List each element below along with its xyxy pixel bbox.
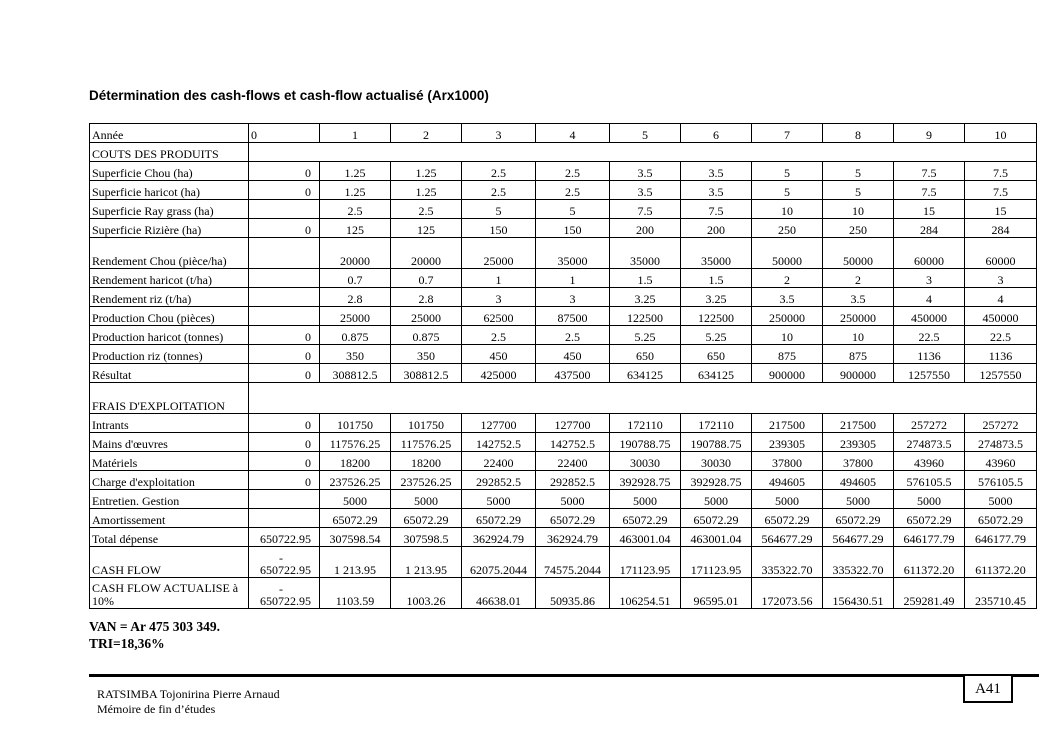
value-cell: 62500 <box>462 307 536 326</box>
table-row <box>90 433 1037 452</box>
table-row <box>90 181 1037 200</box>
row-label-cell: Amortissement <box>90 509 249 528</box>
value-cell: 494605 <box>752 471 823 490</box>
value-cell <box>249 269 320 288</box>
row-label-cell: Matériels <box>90 452 249 471</box>
value-cell: 101750 <box>320 414 391 433</box>
value-cell: 37800 <box>752 452 823 471</box>
table-row <box>90 219 1037 238</box>
value-cell: 15 <box>894 200 965 219</box>
value-cell: 171123.95 <box>681 547 752 578</box>
value-cell: 62075.2044 <box>462 547 536 578</box>
value-cell: 650 <box>681 345 752 364</box>
value-cell: 308812.5 <box>320 364 391 383</box>
cash-flow-table-body <box>90 124 1037 609</box>
table-row <box>90 509 1037 528</box>
value-cell: 250 <box>823 219 894 238</box>
header-year-cell: 5 <box>610 124 681 143</box>
value-cell: 0 <box>249 162 320 181</box>
value-cell: 3.25 <box>610 288 681 307</box>
value-cell: 2.5 <box>391 200 462 219</box>
table-row <box>90 414 1037 433</box>
value-cell: 0.875 <box>320 326 391 345</box>
table-row <box>90 528 1037 547</box>
value-cell: 5000 <box>462 490 536 509</box>
row-label-cell: Production riz (tonnes) <box>90 345 249 364</box>
value-cell: 5 <box>536 200 610 219</box>
row-label-cell: Charge d'exploitation <box>90 471 249 490</box>
section-label-cell: FRAIS D'EXPLOITATION <box>90 383 249 414</box>
value-cell: 25000 <box>391 307 462 326</box>
value-cell: 50000 <box>823 238 894 269</box>
value-cell: 65072.29 <box>823 509 894 528</box>
value-cell: 65072.29 <box>894 509 965 528</box>
value-cell: 0.875 <box>391 326 462 345</box>
value-cell: 350 <box>320 345 391 364</box>
value-cell: 1136 <box>965 345 1037 364</box>
value-cell: 392928.75 <box>610 471 681 490</box>
value-cell: 35000 <box>536 238 610 269</box>
footer-author: RATSIMBA Tojonirina Pierre Arnaud <box>97 687 280 701</box>
value-cell: 1.5 <box>681 269 752 288</box>
value-cell: 425000 <box>462 364 536 383</box>
table-row <box>90 307 1037 326</box>
value-cell: 4 <box>894 288 965 307</box>
value-cell: 450000 <box>965 307 1037 326</box>
value-cell: 2.5 <box>462 326 536 345</box>
header-year-cell: 0 <box>249 124 320 143</box>
value-cell: 5.25 <box>681 326 752 345</box>
van-result: VAN = Ar 475 303 349. <box>89 619 220 634</box>
row-label-cell: CASH FLOW ACTUALISE à 10% <box>90 578 249 609</box>
value-cell: 437500 <box>536 364 610 383</box>
value-cell: 35000 <box>610 238 681 269</box>
table-row <box>90 269 1037 288</box>
row-label-cell: Mains d'œuvres <box>90 433 249 452</box>
value-cell: 150 <box>536 219 610 238</box>
value-cell: 7.5 <box>894 162 965 181</box>
value-cell: 0 <box>249 364 320 383</box>
value-cell: 0 <box>249 219 320 238</box>
value-cell: 450000 <box>894 307 965 326</box>
value-cell: 22400 <box>536 452 610 471</box>
value-cell: 190788.75 <box>610 433 681 452</box>
row-label-cell: Production Chou (pièces) <box>90 307 249 326</box>
value-cell: 3.5 <box>681 181 752 200</box>
row-label-cell: CASH FLOW <box>90 547 249 578</box>
value-cell: 7.5 <box>681 200 752 219</box>
value-cell: 5000 <box>610 490 681 509</box>
value-cell: 37800 <box>823 452 894 471</box>
row-label-cell: Superficie Rizière (ha) <box>90 219 249 238</box>
value-cell: 22.5 <box>965 326 1037 345</box>
value-cell: 122500 <box>681 307 752 326</box>
value-cell: 1257550 <box>894 364 965 383</box>
value-cell: 127700 <box>536 414 610 433</box>
value-cell: 0 <box>249 471 320 490</box>
value-cell: 127700 <box>462 414 536 433</box>
value-cell: 106254.51 <box>610 578 681 609</box>
value-cell: 142752.5 <box>536 433 610 452</box>
footer-subtitle: Mémoire de fin d’études <box>97 702 216 716</box>
results-block <box>89 618 220 652</box>
header-year-cell: 10 <box>965 124 1037 143</box>
value-cell: 65072.29 <box>320 509 391 528</box>
table-row <box>90 288 1037 307</box>
value-cell: 284 <box>894 219 965 238</box>
table-row <box>90 200 1037 219</box>
table-row <box>90 471 1037 490</box>
value-cell: 362924.79 <box>536 528 610 547</box>
value-cell: 611372.20 <box>894 547 965 578</box>
value-cell: 646177.79 <box>894 528 965 547</box>
value-cell: 43960 <box>894 452 965 471</box>
value-cell <box>249 307 320 326</box>
value-cell: 2.8 <box>391 288 462 307</box>
header-year-cell: 6 <box>681 124 752 143</box>
table-section-row <box>90 383 1037 414</box>
value-cell: 1.25 <box>320 162 391 181</box>
row-label-cell: Rendement Chou (pièce/ha) <box>90 238 249 269</box>
value-cell: 3.5 <box>610 162 681 181</box>
header-year-cell: 4 <box>536 124 610 143</box>
value-cell: 5000 <box>823 490 894 509</box>
row-label-cell: Superficie haricot (ha) <box>90 181 249 200</box>
value-cell: 2 <box>752 269 823 288</box>
tri-result: TRI=18,36% <box>89 636 165 651</box>
value-cell: 250000 <box>752 307 823 326</box>
value-cell: 1 <box>536 269 610 288</box>
value-cell: 307598.54 <box>320 528 391 547</box>
page-number: A41 <box>975 681 1001 697</box>
row-label-cell: Résultat <box>90 364 249 383</box>
value-cell: 1.25 <box>391 162 462 181</box>
value-cell: 0 <box>249 326 320 345</box>
value-cell: 5000 <box>681 490 752 509</box>
table-header-row <box>90 124 1037 143</box>
value-cell: 10 <box>823 200 894 219</box>
value-cell: 125 <box>391 219 462 238</box>
cell-value: 650722.95 <box>260 563 311 577</box>
value-cell: 172110 <box>610 414 681 433</box>
value-cell: 5000 <box>320 490 391 509</box>
value-cell: 10 <box>823 326 894 345</box>
value-cell: 1.25 <box>391 181 462 200</box>
header-year-cell: 7 <box>752 124 823 143</box>
value-cell: 564677.29 <box>823 528 894 547</box>
value-cell: 450 <box>462 345 536 364</box>
value-cell: 117576.25 <box>391 433 462 452</box>
value-cell: 4 <box>965 288 1037 307</box>
value-cell: 65072.29 <box>752 509 823 528</box>
value-cell: 156430.51 <box>823 578 894 609</box>
value-cell: 5 <box>823 162 894 181</box>
value-cell: 25000 <box>462 238 536 269</box>
value-cell: 292852.5 <box>462 471 536 490</box>
value-cell: 2.8 <box>320 288 391 307</box>
value-cell: 0 <box>249 452 320 471</box>
value-cell: 60000 <box>965 238 1037 269</box>
value-cell: 875 <box>823 345 894 364</box>
value-cell: 335322.70 <box>823 547 894 578</box>
value-cell: 274873.5 <box>965 433 1037 452</box>
page-number-box <box>963 674 1013 703</box>
value-cell: 250 <box>752 219 823 238</box>
value-cell: 5000 <box>391 490 462 509</box>
value-cell: 65072.29 <box>462 509 536 528</box>
value-cell: 900000 <box>823 364 894 383</box>
value-cell: 1.25 <box>320 181 391 200</box>
value-cell: 0 <box>249 181 320 200</box>
value-cell: 18200 <box>320 452 391 471</box>
value-cell: 10 <box>752 326 823 345</box>
value-cell: 0 <box>249 345 320 364</box>
value-cell: 3.5 <box>752 288 823 307</box>
value-cell: 5 <box>752 162 823 181</box>
value-cell: 25000 <box>320 307 391 326</box>
value-cell: 646177.79 <box>965 528 1037 547</box>
value-cell: 235710.45 <box>965 578 1037 609</box>
value-cell: 5000 <box>752 490 823 509</box>
value-cell <box>249 578 320 609</box>
value-cell: 634125 <box>610 364 681 383</box>
value-cell: 5000 <box>965 490 1037 509</box>
header-year-cell: 1 <box>320 124 391 143</box>
value-cell: 237526.25 <box>391 471 462 490</box>
value-cell: 200 <box>681 219 752 238</box>
value-cell: 239305 <box>823 433 894 452</box>
value-cell: 122500 <box>610 307 681 326</box>
value-cell <box>249 509 320 528</box>
value-cell: 1136 <box>894 345 965 364</box>
row-label-cell: Total dépense <box>90 528 249 547</box>
document-title: Détermination des cash-flows et cash-flow actualisé (Arx1000) <box>89 88 489 103</box>
value-cell: 125 <box>320 219 391 238</box>
value-cell: 43960 <box>965 452 1037 471</box>
value-cell: 362924.79 <box>462 528 536 547</box>
value-cell: 96595.01 <box>681 578 752 609</box>
value-cell: 2.5 <box>320 200 391 219</box>
value-cell: 3.5 <box>823 288 894 307</box>
value-cell: 3 <box>894 269 965 288</box>
table-row <box>90 490 1037 509</box>
value-cell: 463001.04 <box>610 528 681 547</box>
value-cell: 217500 <box>752 414 823 433</box>
value-cell: 274873.5 <box>894 433 965 452</box>
value-cell: 2.5 <box>536 326 610 345</box>
section-label-cell: COUTS DES PRODUITS <box>90 143 249 162</box>
row-label-cell: Intrants <box>90 414 249 433</box>
value-cell: 650 <box>610 345 681 364</box>
header-year-cell: 8 <box>823 124 894 143</box>
value-cell: 142752.5 <box>462 433 536 452</box>
value-cell: 392928.75 <box>681 471 752 490</box>
value-cell: 0.7 <box>391 269 462 288</box>
value-cell: 65072.29 <box>536 509 610 528</box>
value-cell: 564677.29 <box>752 528 823 547</box>
value-cell: 30030 <box>610 452 681 471</box>
value-cell: 257272 <box>894 414 965 433</box>
value-cell: 1 213.95 <box>320 547 391 578</box>
value-cell: 650722.95 <box>249 528 320 547</box>
section-empty-cell <box>249 383 1037 414</box>
value-cell: 3 <box>462 288 536 307</box>
value-cell <box>249 200 320 219</box>
value-cell: 5000 <box>894 490 965 509</box>
row-label-cell: Rendement riz (t/ha) <box>90 288 249 307</box>
value-cell: 335322.70 <box>752 547 823 578</box>
cell-value: 650722.95 <box>260 594 311 608</box>
value-cell: 18200 <box>391 452 462 471</box>
value-cell: 5 <box>462 200 536 219</box>
value-cell: 1103.59 <box>320 578 391 609</box>
value-cell: 7.5 <box>965 162 1037 181</box>
value-cell: 20000 <box>391 238 462 269</box>
value-cell: 3 <box>536 288 610 307</box>
header-year-cell: 9 <box>894 124 965 143</box>
footer <box>97 687 280 717</box>
row-label-cell: Superficie Chou (ha) <box>90 162 249 181</box>
value-cell: 5 <box>752 181 823 200</box>
value-cell <box>249 238 320 269</box>
value-cell: 1 <box>462 269 536 288</box>
value-cell: 307598.5 <box>391 528 462 547</box>
value-cell: 10 <box>752 200 823 219</box>
value-cell: 257272 <box>965 414 1037 433</box>
value-cell: 87500 <box>536 307 610 326</box>
minus-sign: - <box>279 582 283 596</box>
table-row <box>90 452 1037 471</box>
minus-sign: - <box>279 551 283 565</box>
footer-divider <box>89 674 1039 677</box>
value-cell: 0 <box>249 414 320 433</box>
table-row <box>90 162 1037 181</box>
value-cell: 239305 <box>752 433 823 452</box>
value-cell: 217500 <box>823 414 894 433</box>
value-cell: 5.25 <box>610 326 681 345</box>
value-cell: 101750 <box>391 414 462 433</box>
row-label-cell: Production haricot (tonnes) <box>90 326 249 345</box>
value-cell: 292852.5 <box>536 471 610 490</box>
value-cell: 2.5 <box>536 181 610 200</box>
value-cell: 450 <box>536 345 610 364</box>
value-cell: 190788.75 <box>681 433 752 452</box>
value-cell: 875 <box>752 345 823 364</box>
value-cell: 65072.29 <box>391 509 462 528</box>
value-cell: 172110 <box>681 414 752 433</box>
cash-flow-table <box>89 123 1037 609</box>
value-cell: 237526.25 <box>320 471 391 490</box>
value-cell: 2.5 <box>462 181 536 200</box>
value-cell: 65072.29 <box>965 509 1037 528</box>
value-cell: 3.5 <box>610 181 681 200</box>
value-cell: 1 213.95 <box>391 547 462 578</box>
value-cell: 0 <box>249 433 320 452</box>
value-cell: 3.5 <box>681 162 752 181</box>
value-cell: 259281.49 <box>894 578 965 609</box>
value-cell: 250000 <box>823 307 894 326</box>
value-cell: 308812.5 <box>391 364 462 383</box>
value-cell: 284 <box>965 219 1037 238</box>
value-cell: 172073.56 <box>752 578 823 609</box>
value-cell: 50935.86 <box>536 578 610 609</box>
value-cell: 171123.95 <box>610 547 681 578</box>
section-empty-cell <box>249 143 1037 162</box>
value-cell: 46638.01 <box>462 578 536 609</box>
value-cell: 576105.5 <box>965 471 1037 490</box>
value-cell: 1257550 <box>965 364 1037 383</box>
table-section-row <box>90 143 1037 162</box>
value-cell <box>249 490 320 509</box>
value-cell: 60000 <box>894 238 965 269</box>
row-label-cell: Superficie Ray grass (ha) <box>90 200 249 219</box>
table-row <box>90 364 1037 383</box>
value-cell: 30030 <box>681 452 752 471</box>
table-row <box>90 238 1037 269</box>
value-cell: 50000 <box>752 238 823 269</box>
value-cell: 15 <box>965 200 1037 219</box>
value-cell: 634125 <box>681 364 752 383</box>
value-cell: 3.25 <box>681 288 752 307</box>
value-cell: 1.5 <box>610 269 681 288</box>
value-cell: 150 <box>462 219 536 238</box>
value-cell: 611372.20 <box>965 547 1037 578</box>
table-row <box>90 547 1037 578</box>
value-cell: 35000 <box>681 238 752 269</box>
row-label-cell: Entretien. Gestion <box>90 490 249 509</box>
value-cell: 3 <box>965 269 1037 288</box>
value-cell: 463001.04 <box>681 528 752 547</box>
value-cell: 576105.5 <box>894 471 965 490</box>
value-cell <box>249 547 320 578</box>
header-label-cell: Année <box>90 124 249 143</box>
value-cell: 22400 <box>462 452 536 471</box>
row-label-cell: Rendement haricot (t/ha) <box>90 269 249 288</box>
value-cell: 200 <box>610 219 681 238</box>
value-cell: 117576.25 <box>320 433 391 452</box>
value-cell: 7.5 <box>965 181 1037 200</box>
value-cell: 22.5 <box>894 326 965 345</box>
value-cell: 2 <box>823 269 894 288</box>
header-year-cell: 2 <box>391 124 462 143</box>
table-row <box>90 345 1037 364</box>
value-cell: 65072.29 <box>681 509 752 528</box>
value-cell: 7.5 <box>894 181 965 200</box>
value-cell: 900000 <box>752 364 823 383</box>
table-row <box>90 578 1037 609</box>
value-cell: 494605 <box>823 471 894 490</box>
value-cell: 5000 <box>536 490 610 509</box>
value-cell <box>249 288 320 307</box>
table-row <box>90 326 1037 345</box>
value-cell: 5 <box>823 181 894 200</box>
value-cell: 74575.2044 <box>536 547 610 578</box>
value-cell: 350 <box>391 345 462 364</box>
value-cell: 20000 <box>320 238 391 269</box>
value-cell: 2.5 <box>462 162 536 181</box>
header-year-cell: 3 <box>462 124 536 143</box>
value-cell: 0.7 <box>320 269 391 288</box>
value-cell: 7.5 <box>610 200 681 219</box>
value-cell: 65072.29 <box>610 509 681 528</box>
value-cell: 1003.26 <box>391 578 462 609</box>
value-cell: 2.5 <box>536 162 610 181</box>
